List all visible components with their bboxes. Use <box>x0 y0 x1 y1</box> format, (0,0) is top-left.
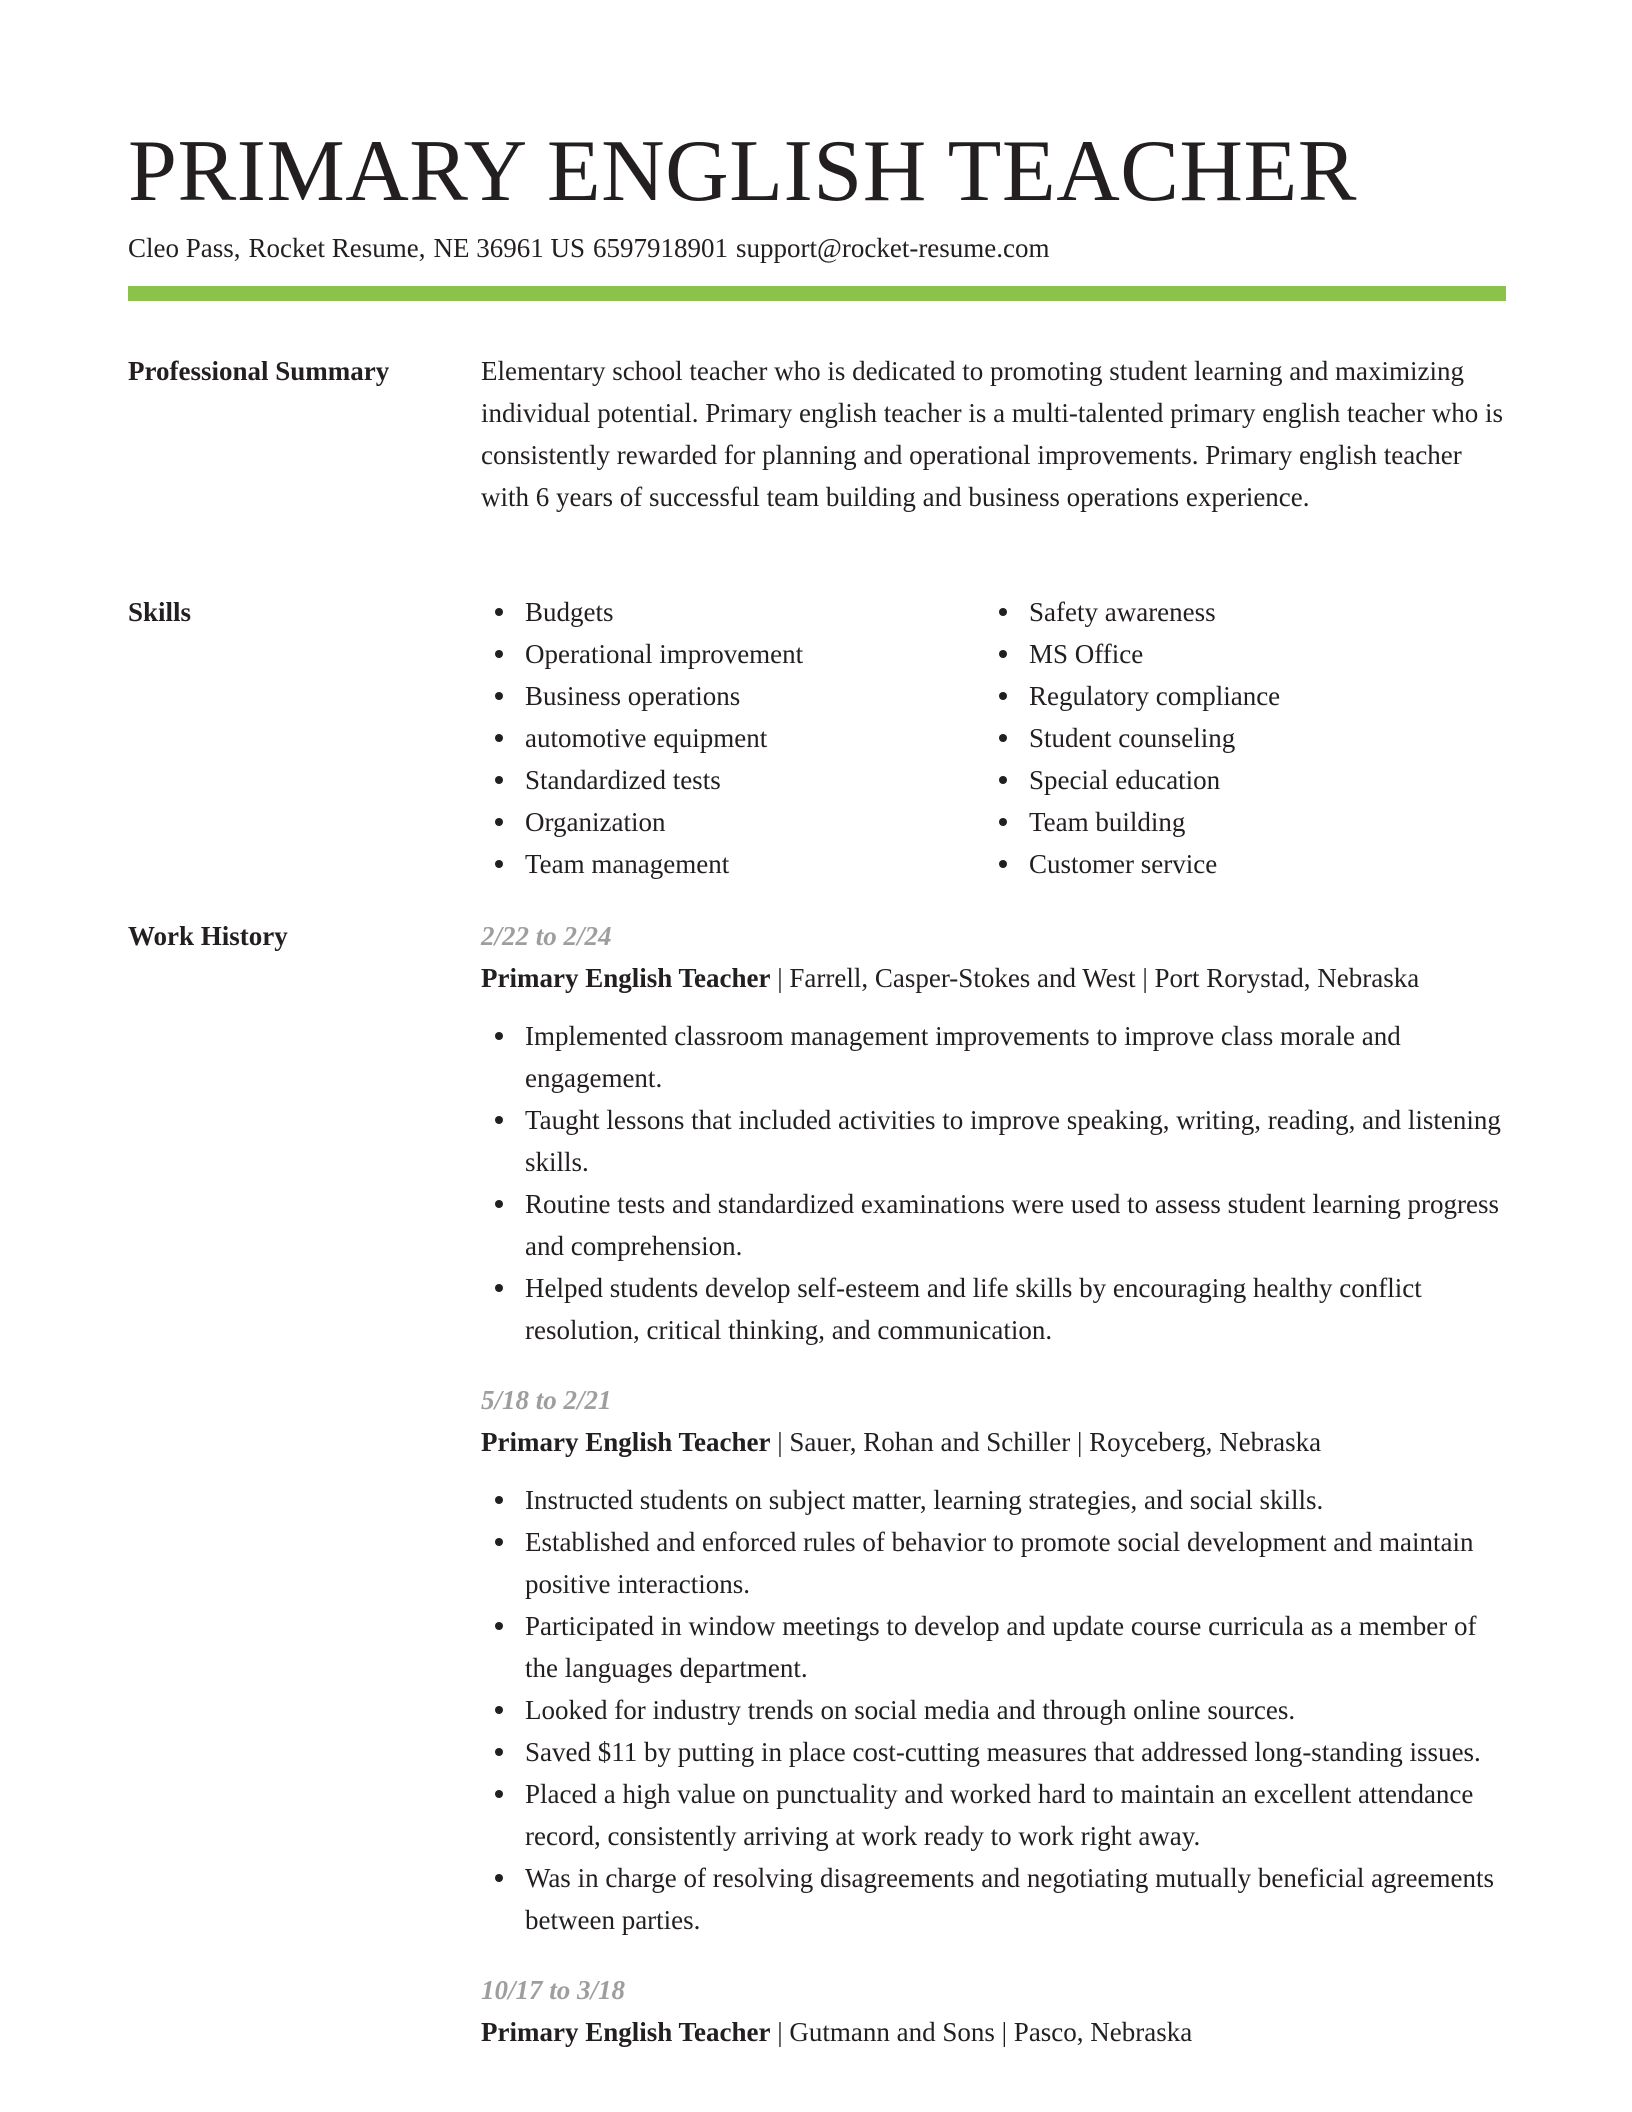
job-bullet: Established and enforced rules of behavior to promote social development and maintain positive interactions. <box>481 1521 1506 1605</box>
skill-item: MS Office <box>985 633 1489 675</box>
job-bullet: Looked for industry trends on social media and through online sources. <box>481 1689 1506 1731</box>
job-entry <box>481 1969 1506 2053</box>
job-title: Primary English Teacher <box>481 963 771 993</box>
skills-body <box>481 591 1506 885</box>
skill-item: Team management <box>481 843 985 885</box>
skills-list-left <box>481 591 985 885</box>
job-bullet: Saved $11 by putting in place cost-cutting measures that addressed long-standing issues. <box>481 1731 1506 1773</box>
skills-list-right <box>985 591 1489 885</box>
job-heading <box>481 2011 1506 2053</box>
skill-item: Student counseling <box>985 717 1489 759</box>
skill-item: Organization <box>481 801 985 843</box>
job-bullet: Placed a high value on punctuality and worked hard to maintain an excellent attendance record, consistently arriving at work ready to work right away. <box>481 1773 1506 1857</box>
contact-phone: 6597918901 <box>593 233 728 263</box>
accent-divider <box>128 286 1506 301</box>
job-heading <box>481 957 1506 999</box>
skill-item: Special education <box>985 759 1489 801</box>
resume-title: PRIMARY ENGLISH TEACHER <box>128 123 1357 220</box>
job-bullet: Taught lessons that included activities to improve speaking, writing, reading, and listening skills. <box>481 1099 1506 1183</box>
summary-text: Elementary school teacher who is dedicated to promoting student learning and maximizing individual potential. Primary english teacher is a multi-talented primary english teacher who is consistently rewarded for planning and operational improvements. Primary english teacher with 6 years of successful team building and business operations experience. <box>481 356 1503 512</box>
job-heading <box>481 1421 1506 1463</box>
job-title: Primary English Teacher <box>481 2017 771 2047</box>
job-bullet: Was in charge of resolving disagreements and negotiating mutually beneficial agreements between parties. <box>481 1857 1506 1941</box>
skill-item: automotive equipment <box>481 717 985 759</box>
job-bullets <box>481 1015 1506 1351</box>
work-history-body <box>481 915 1506 2053</box>
skill-item: Budgets <box>481 591 985 633</box>
contact-person: Cleo Pass, <box>128 233 241 263</box>
job-bullet: Instructed students on subject matter, learning strategies, and social skills. <box>481 1479 1506 1521</box>
job-dates: 2/22 to 2/24 <box>481 921 612 951</box>
skills-heading: Skills <box>128 597 192 627</box>
job-bullet: Helped students develop self-esteem and life skills by encouraging healthy conflict resolution, critical thinking, and communication. <box>481 1267 1506 1351</box>
job-title: Primary English Teacher <box>481 1427 771 1457</box>
job-entry <box>481 1379 1506 1941</box>
contact-line <box>128 228 1058 268</box>
skill-item: Business operations <box>481 675 985 717</box>
skill-item: Team building <box>985 801 1489 843</box>
job-entry <box>481 915 1506 1351</box>
summary-heading: Professional Summary <box>128 356 390 386</box>
contact-city: Rocket Resume, <box>248 233 426 263</box>
job-details: | Sauer, Rohan and Schiller | Royceberg, Nebraska <box>770 1427 1322 1457</box>
contact-email: support@rocket-resume.com <box>736 233 1050 263</box>
skill-item: Operational improvement <box>481 633 985 675</box>
summary-body <box>481 350 1506 518</box>
skill-item: Customer service <box>985 843 1489 885</box>
job-dates: 5/18 to 2/21 <box>481 1385 612 1415</box>
job-bullet: Implemented classroom management improvements to improve class morale and engagement. <box>481 1015 1506 1099</box>
skill-item: Standardized tests <box>481 759 985 801</box>
job-bullet: Participated in window meetings to develop and update course curricula as a member of the languages department. <box>481 1605 1506 1689</box>
job-bullet: Routine tests and standardized examinations were used to assess student learning progress and comprehension. <box>481 1183 1506 1267</box>
skill-item: Regulatory compliance <box>985 675 1489 717</box>
contact-region: NE 36961 US <box>433 233 585 263</box>
job-bullets <box>481 1479 1506 1941</box>
job-dates: 10/17 to 3/18 <box>481 1975 626 2005</box>
job-details: | Farrell, Casper-Stokes and West | Port Rorystad, Nebraska <box>770 963 1420 993</box>
work-history-heading: Work History <box>128 921 288 951</box>
skill-item: Safety awareness <box>985 591 1489 633</box>
job-details: | Gutmann and Sons | Pasco, Nebraska <box>770 2017 1193 2047</box>
